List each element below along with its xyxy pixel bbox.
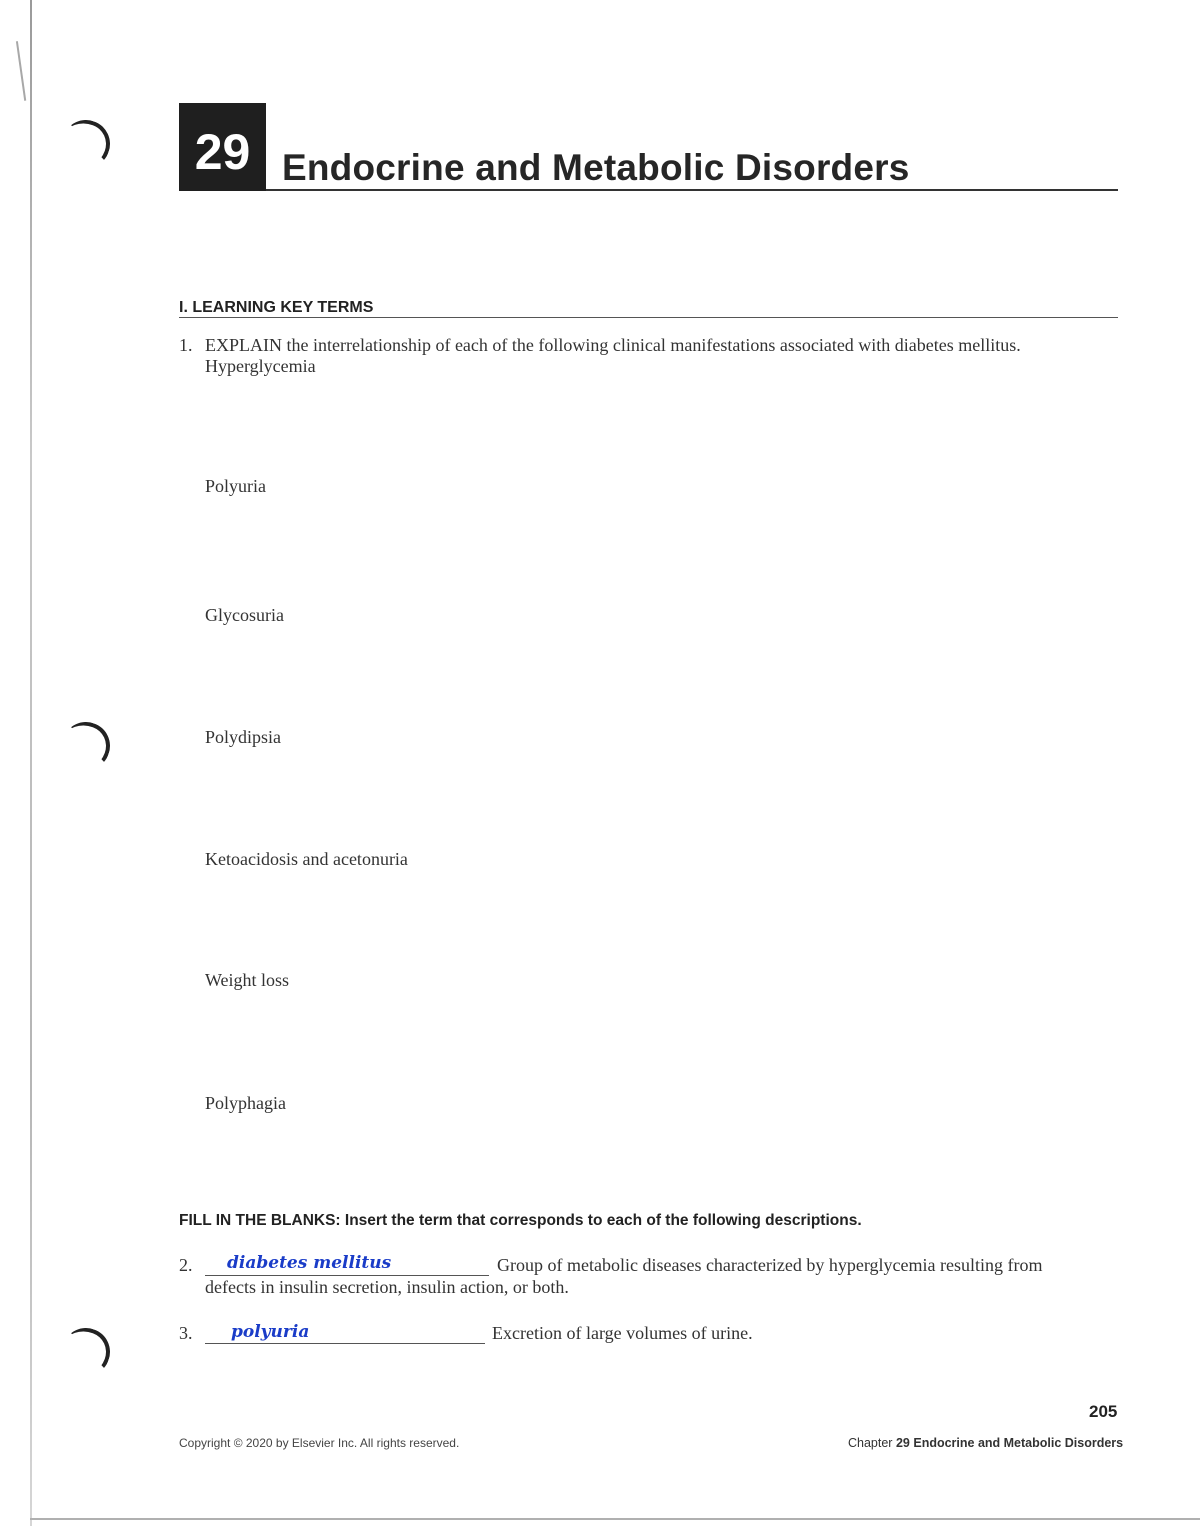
page-edge-bottom bbox=[30, 1518, 1200, 1520]
answer-blank[interactable] bbox=[205, 1275, 489, 1276]
term-ketoacidosis: Ketoacidosis and acetonuria bbox=[205, 849, 408, 869]
section-heading: I. LEARNING KEY TERMS bbox=[179, 299, 374, 316]
handwritten-answer: polyuria bbox=[231, 1322, 310, 1342]
term-hyperglycemia: Hyperglycemia bbox=[205, 356, 316, 376]
chapter-title: Endocrine and Metabolic Disorders bbox=[282, 147, 910, 188]
fill-item-3 bbox=[179, 1323, 1119, 1349]
footer-chapter-prefix: Chapter bbox=[848, 1436, 893, 1450]
item-number: 2. bbox=[179, 1255, 193, 1275]
page-number: 205 bbox=[1089, 1402, 1118, 1421]
footer-chapter bbox=[848, 1436, 1123, 1450]
item-number: 3. bbox=[179, 1323, 193, 1343]
chapter-number-badge bbox=[179, 103, 266, 191]
footer-chapter-title: Endocrine and Metabolic Disorders bbox=[913, 1436, 1124, 1450]
punch-hole bbox=[55, 1321, 117, 1383]
punch-hole bbox=[55, 715, 117, 777]
page-edge bbox=[30, 0, 32, 1526]
term-polyuria: Polyuria bbox=[205, 476, 266, 496]
title-rule bbox=[266, 189, 1118, 191]
answer-blank[interactable] bbox=[205, 1343, 485, 1344]
chapter-number: 29 bbox=[194, 124, 251, 180]
footer-chapter-number: 29 bbox=[895, 1436, 910, 1450]
torn-edge bbox=[16, 39, 40, 101]
question-1 bbox=[179, 335, 1021, 356]
term-weight-loss: Weight loss bbox=[205, 970, 290, 990]
question-number: 1. bbox=[179, 335, 193, 355]
punch-hole bbox=[55, 113, 117, 175]
section-rule bbox=[179, 317, 1118, 318]
fill-in-heading: FILL IN THE BLANKS: Insert the term that corresponds to each of the following descriptions. bbox=[179, 1212, 862, 1229]
copyright: Copyright © 2020 by Elsevier Inc. All rights reserved. bbox=[179, 1436, 460, 1450]
term-polyphagia: Polyphagia bbox=[205, 1093, 286, 1113]
question-prompt: EXPLAIN the interrelationship of each of the following clinical manifestations associated with diabetes mellitus. bbox=[205, 335, 1021, 355]
term-glycosuria: Glycosuria bbox=[205, 605, 284, 625]
fill-item-2 bbox=[179, 1255, 1119, 1303]
item-description: Group of metabolic diseases characterized by hyperglycemia resulting from bbox=[497, 1255, 1043, 1275]
handwritten-answer: diabetes mellitus bbox=[227, 1253, 392, 1273]
term-polydipsia: Polydipsia bbox=[205, 727, 282, 747]
item-description: Excretion of large volumes of urine. bbox=[492, 1323, 753, 1343]
item-description-cont: defects in insulin secretion, insulin action, or both. bbox=[205, 1277, 569, 1297]
